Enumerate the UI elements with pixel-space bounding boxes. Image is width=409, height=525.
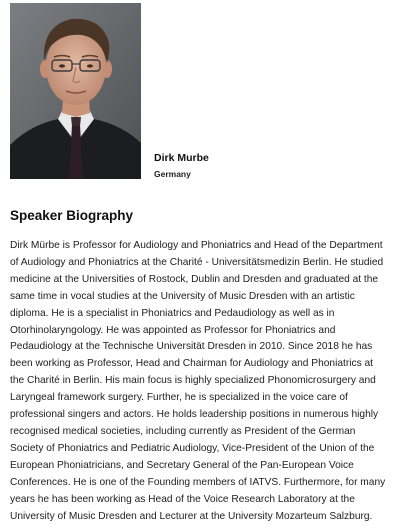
- biography-line: Conferences. He is one of the Founding members of IATVS. Furthermore, for many: [10, 475, 405, 492]
- biography-line: Laryngeal framework surgery. Further, he is specialized in the voice care of: [10, 390, 405, 407]
- biography-line: Otorhinolaryngology. He was appointed as Professor for Phoniatrics and: [10, 323, 405, 340]
- biography-line: recognised medical societies, including currently as President of the German: [10, 424, 405, 441]
- biography-line: same time in vocal studies at the University of Music Dresden with an artistic: [10, 289, 405, 306]
- section-title: Speaker Biography: [10, 208, 133, 223]
- biography-text: [10, 238, 405, 525]
- biography-line: of Audiology and Phoniatrics at the Charité - Universitätsmedizin Berlin. He studied: [10, 255, 405, 272]
- biography-line: years he has been working as Head of the Voice Research Laboratory at the: [10, 492, 405, 509]
- speaker-portrait-image: [10, 3, 141, 179]
- biography-line: European Phoniatricians, and Secretary General of the Pan-European Voice: [10, 458, 405, 475]
- biography-line: Society of Phoniatrics and Pediatric Audiology, Vice-President of the Union of the: [10, 441, 405, 458]
- biography-line: professional singers and actors. He holds leadership positions in numerous highly: [10, 407, 405, 424]
- biography-line: diploma. He is a specialist in Phoniatrics and Pedaudiology as well as in: [10, 306, 405, 323]
- speaker-name: Dirk Murbe: [154, 152, 209, 164]
- speaker-photo: [10, 3, 141, 179]
- biography-line: Dirk Mürbe is Professor for Audiology and Phoniatrics and Head of the Department: [10, 238, 405, 255]
- biography-line: been working as Professor, Head and Chairman for Audiology and Phoniatrics at: [10, 356, 405, 373]
- biography-line: the Charité in Berlin. His main focus is highly specialized Phonomicrosurgery and: [10, 373, 405, 390]
- biography-line: medicine at the Universities of Rostock, Dublin and Dresden and graduated at the: [10, 272, 405, 289]
- biography-line: University of Music Dresden and Lecturer at the University Mozarteum Salzburg.: [10, 509, 405, 525]
- biography-line: Pedaudiology at the Technische Universität Dresden in 2010. Since 2018 he has: [10, 339, 405, 356]
- speaker-country: Germany: [154, 169, 191, 179]
